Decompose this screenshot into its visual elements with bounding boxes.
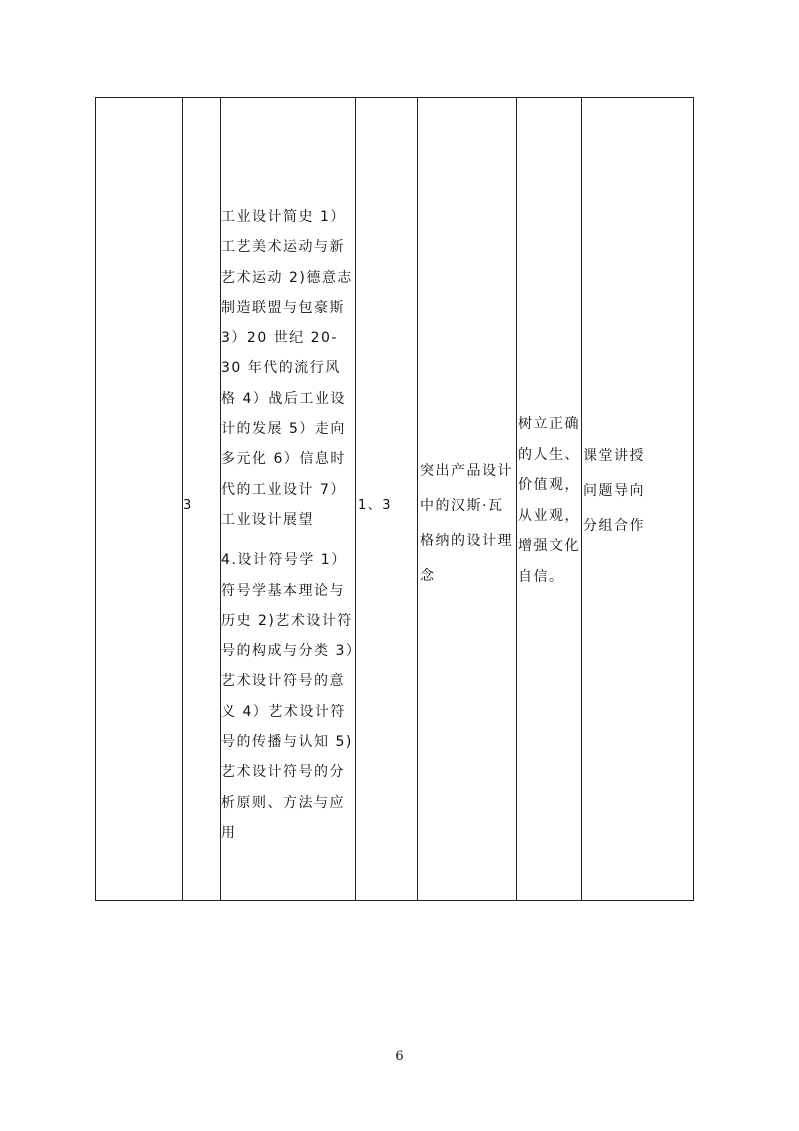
objectives-ref: 1、3 <box>358 498 393 513</box>
page-number: 6 <box>395 1049 404 1064</box>
content-paragraph: 4.设计符号学 1）符号学基本理论与历史 2)艺术设计符号的构成与分类 3）艺术设计符号的意义 4）艺术设计符号的传播与认知 5)艺术设计符号的分析原则、方法与应用 <box>221 552 355 841</box>
course-table <box>95 97 694 901</box>
values-cell: 树立正确的人生、价值观，从业观，增强文化自信。 <box>518 416 580 585</box>
column-divider <box>355 98 356 900</box>
design-idea: 突出产品设计中的汉斯·瓦格纳的设计理念 <box>420 463 513 584</box>
teaching-method: 课堂讲授问题导向分组合作 <box>583 448 645 534</box>
content-paragraph: 工业设计简史 1）工艺美术运动与新艺术运动 2)德意志制造联盟与包豪斯 3）20 世纪 20-30 年代的流行风格 4）战后工业设计的发展 5）走向多元化 6）信息时代的工业设计 7）工业设计展望 <box>221 209 353 528</box>
column-divider <box>516 98 517 900</box>
row-number: 3 <box>183 498 193 513</box>
column-divider <box>417 98 418 900</box>
content-cell <box>221 202 355 848</box>
